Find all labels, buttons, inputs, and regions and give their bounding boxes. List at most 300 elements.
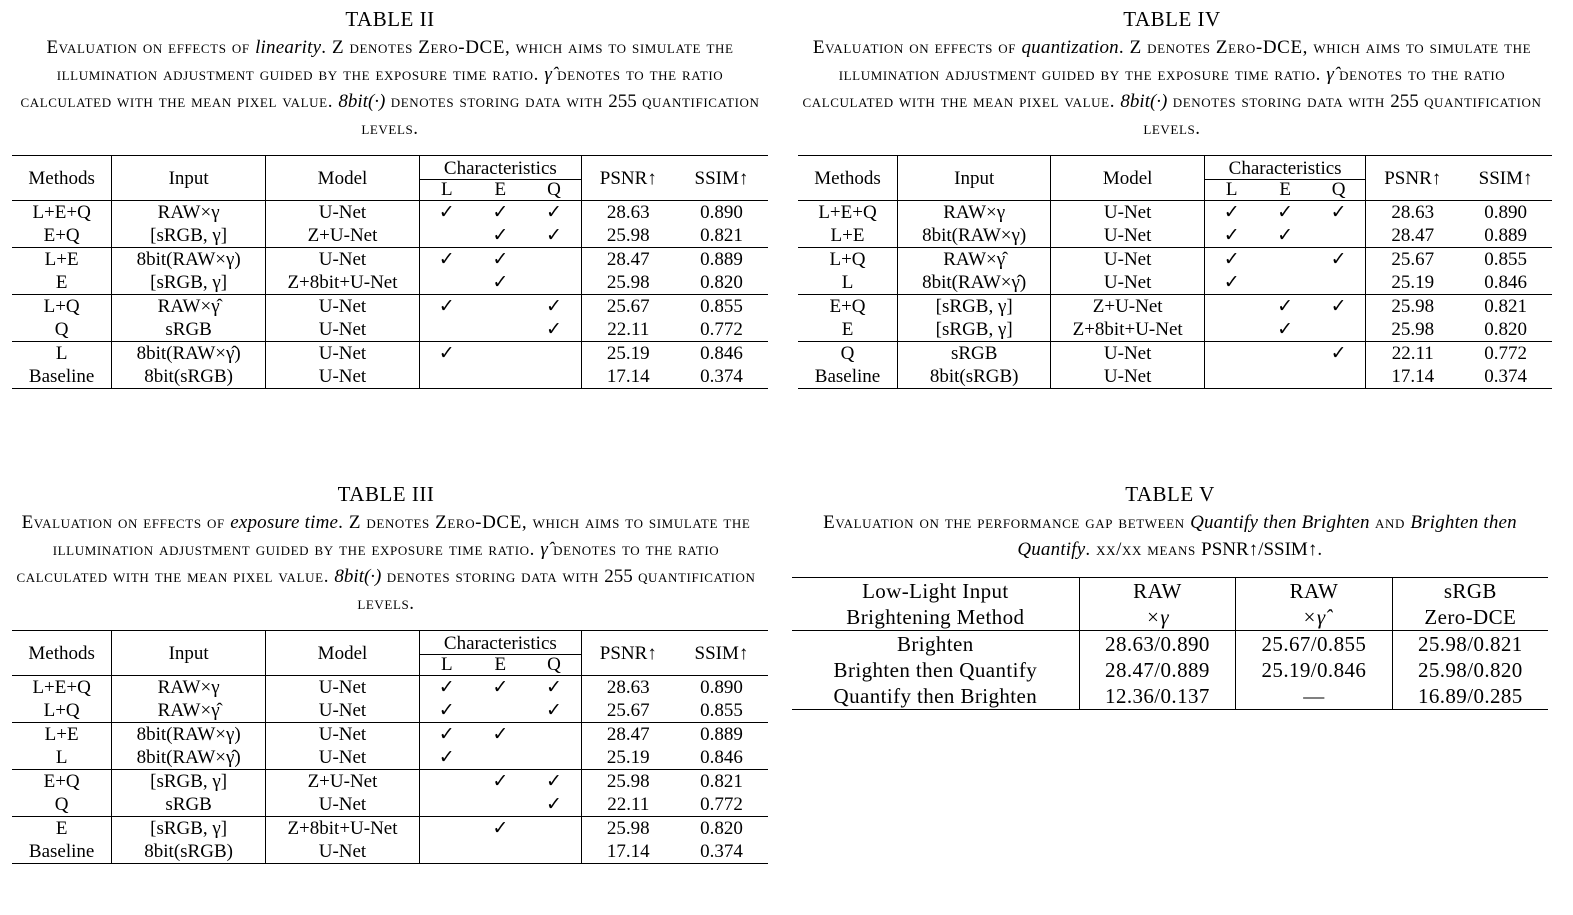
check-icon: ✓ — [1330, 249, 1347, 270]
check-icon: ✓ — [545, 700, 562, 721]
results-table — [798, 155, 1552, 389]
check-q-cell — [527, 295, 581, 319]
check-icon: ✓ — [438, 700, 455, 721]
table-row — [12, 248, 768, 272]
header-q: Q — [1312, 180, 1366, 201]
header-psnr: PSNR↑ — [581, 156, 675, 201]
row-label: Brighten — [792, 631, 1079, 658]
psnr-cell: 25.98 — [1366, 318, 1459, 342]
ssim-cell: 0.846 — [700, 747, 743, 768]
model-cell: U-Net — [266, 840, 420, 864]
input-cell: [sRGB, γ] — [112, 817, 266, 841]
check-e-cell — [474, 248, 528, 272]
psnr-cell: 25.98 — [581, 817, 675, 841]
check-icon: ✓ — [492, 677, 509, 698]
method-cell: L — [841, 272, 854, 293]
check-q-cell — [1312, 248, 1366, 272]
input-cell: 8bit(RAW×γ) — [112, 248, 266, 272]
value-cell: 16.89/0.285 — [1417, 684, 1523, 708]
check-q-cell — [527, 793, 581, 817]
ssim-cell: 0.772 — [1459, 342, 1552, 366]
table-row — [12, 271, 768, 295]
table-row — [12, 224, 768, 248]
input-cell: 8bit(sRGB) — [898, 365, 1051, 389]
value-cell: 28.63/0.890 — [1079, 631, 1235, 658]
check-e-cell — [474, 817, 528, 841]
psnr-cell: 25.67 — [581, 699, 675, 723]
check-icon: ✓ — [1330, 343, 1347, 364]
ssim-cell: 0.889 — [1484, 225, 1527, 246]
check-l-cell — [419, 770, 473, 794]
model-cell: U-Net — [1051, 201, 1205, 225]
header-model: Model — [1051, 156, 1205, 201]
check-icon: ✓ — [545, 794, 562, 815]
table-row — [798, 224, 1552, 248]
method-cell: E+Q — [798, 295, 898, 319]
check-e-cell — [474, 201, 528, 225]
check-icon: ✓ — [545, 771, 562, 792]
method-cell: L+E+Q — [818, 202, 877, 223]
method-cell: E — [841, 319, 854, 340]
input-cell: RAW×γ̂ — [112, 699, 266, 723]
check-l-cell — [419, 342, 473, 366]
check-q-cell — [527, 817, 581, 841]
check-q-cell — [527, 271, 581, 295]
model-cell: U-Net — [266, 793, 420, 817]
table-row — [798, 271, 1552, 295]
table-row — [12, 365, 768, 389]
model-cell: Z+8bit+U-Net — [266, 817, 420, 841]
table-row — [798, 318, 1552, 342]
ssim-cell: 0.890 — [1484, 202, 1527, 223]
header-e: E — [474, 655, 528, 676]
input-cell: 8bit(RAW×γ̂) — [898, 271, 1051, 295]
method-cell: L+Q — [12, 295, 112, 319]
header-cell: Brightening Method — [792, 604, 1079, 631]
check-l-cell — [1204, 365, 1258, 389]
psnr-cell: 17.14 — [1366, 365, 1459, 389]
header-input: Input — [112, 631, 266, 676]
results-table — [12, 155, 768, 389]
check-l-cell — [1204, 224, 1258, 248]
ssim-cell: 0.855 — [675, 295, 768, 319]
check-icon: ✓ — [492, 818, 509, 839]
header-l: L — [1204, 180, 1258, 201]
value-cell: 12.36/0.137 — [1079, 683, 1235, 710]
results-table — [12, 630, 768, 864]
input-cell: [sRGB, γ] — [112, 770, 266, 794]
input-cell: 8bit(RAW×γ̂) — [112, 342, 266, 366]
check-l-cell — [419, 248, 473, 272]
psnr-cell: 25.19 — [581, 746, 675, 770]
method-cell: L+Q — [43, 700, 80, 721]
check-q-cell — [1312, 318, 1366, 342]
check-icon: ✓ — [1223, 225, 1240, 246]
model-cell: U-Net — [266, 248, 420, 272]
check-icon: ✓ — [438, 296, 455, 317]
check-e-cell — [1258, 224, 1311, 248]
table-row — [798, 365, 1552, 389]
check-l-cell — [419, 318, 473, 342]
input-cell: [sRGB, γ] — [898, 318, 1051, 342]
model-cell: Z+8bit+U-Net — [266, 271, 420, 295]
header-input: Input — [112, 156, 266, 201]
ssim-cell: 0.890 — [700, 677, 743, 698]
check-icon: ✓ — [438, 724, 455, 745]
table-row — [12, 770, 768, 794]
psnr-cell: 28.63 — [581, 676, 675, 700]
value-cell: 28.47/0.889 — [1079, 657, 1235, 683]
row-label: Quantify then Brighten — [792, 683, 1079, 710]
header-characteristics: Characteristics — [1204, 156, 1365, 180]
method-cell: E — [55, 272, 68, 293]
check-l-cell — [419, 365, 473, 389]
table-3-block — [4, 482, 768, 864]
psnr-cell: 28.47 — [581, 248, 675, 272]
gap-table — [792, 577, 1548, 710]
table-row — [12, 318, 768, 342]
input-cell: RAW×γ — [898, 201, 1051, 225]
ssim-cell: 0.374 — [1484, 366, 1527, 387]
header-characteristics: Characteristics — [419, 631, 581, 655]
ssim-cell: 0.846 — [1484, 272, 1527, 293]
check-e-cell — [1258, 201, 1311, 225]
header-cell: Low-Light Input — [792, 578, 1079, 605]
check-icon: ✓ — [1223, 202, 1240, 223]
row-label: Brighten then Quantify — [792, 657, 1079, 683]
check-icon: ✓ — [545, 319, 562, 340]
check-icon: ✓ — [1277, 202, 1294, 223]
header-e: E — [474, 180, 528, 201]
ssim-cell: 0.772 — [700, 794, 743, 815]
ssim-cell: 0.821 — [700, 225, 743, 246]
input-cell: 8bit(RAW×γ̂) — [112, 746, 266, 770]
table-row — [12, 295, 768, 319]
check-q-cell — [527, 723, 581, 747]
check-icon: ✓ — [492, 225, 509, 246]
check-icon: ✓ — [1330, 202, 1347, 223]
method-cell: L+Q — [798, 248, 898, 272]
table-row — [12, 817, 768, 841]
method-cell: E+Q — [12, 770, 112, 794]
check-e-cell — [1258, 295, 1311, 319]
method-cell: E+Q — [43, 225, 80, 246]
table-number: TABLE V — [1125, 482, 1215, 506]
check-q-cell — [527, 699, 581, 723]
value-cell: 25.98/0.821 — [1417, 632, 1523, 656]
check-l-cell — [419, 793, 473, 817]
check-icon: ✓ — [1277, 319, 1294, 340]
check-icon: ✓ — [492, 724, 509, 745]
model-cell: Z+U-Net — [266, 770, 420, 794]
check-l-cell — [1204, 248, 1258, 272]
check-e-cell — [474, 723, 528, 747]
header-ssim: SSIM↑ — [1459, 156, 1552, 201]
model-cell: U-Net — [1051, 271, 1205, 295]
check-e-cell — [474, 746, 528, 770]
table-4-block — [792, 7, 1552, 389]
header-model: Model — [266, 631, 420, 676]
model-cell: U-Net — [266, 295, 420, 319]
header-cell: ×γ̂ — [1236, 604, 1392, 631]
method-cell: L+E+Q — [32, 677, 91, 698]
check-q-cell — [527, 770, 581, 794]
method-cell: L — [55, 747, 68, 768]
header-psnr: PSNR↑ — [581, 631, 675, 676]
check-icon: ✓ — [545, 202, 562, 223]
header-characteristics: Characteristics — [419, 156, 581, 180]
check-icon: ✓ — [438, 202, 455, 223]
psnr-cell: 17.14 — [581, 840, 675, 864]
psnr-cell: 25.67 — [1366, 248, 1459, 272]
check-icon: ✓ — [492, 202, 509, 223]
check-icon: ✓ — [1277, 225, 1294, 246]
check-q-cell — [1312, 295, 1366, 319]
check-q-cell — [527, 342, 581, 366]
psnr-cell: 25.98 — [581, 770, 675, 794]
ssim-cell: 0.889 — [675, 723, 768, 747]
ssim-cell: 0.855 — [1459, 248, 1552, 272]
table-row — [12, 342, 768, 366]
table-row — [792, 631, 1548, 658]
check-icon: ✓ — [492, 771, 509, 792]
table-row — [798, 201, 1552, 225]
psnr-cell: 25.19 — [1366, 271, 1459, 295]
method-cell: Q — [798, 342, 898, 366]
input-cell: [sRGB, γ] — [112, 224, 266, 248]
psnr-cell: 22.11 — [581, 318, 675, 342]
value-cell: 25.19/0.846 — [1236, 657, 1392, 683]
input-cell: [sRGB, γ] — [898, 295, 1051, 319]
model-cell: U-Net — [266, 699, 420, 723]
value-cell: 25.98/0.820 — [1417, 658, 1523, 682]
input-cell: [sRGB, γ] — [112, 271, 266, 295]
psnr-cell: 25.98 — [1366, 295, 1459, 319]
ssim-cell: 0.820 — [675, 817, 768, 841]
check-l-cell — [419, 676, 473, 700]
check-l-cell — [1204, 271, 1258, 295]
input-cell: sRGB — [112, 793, 266, 817]
table-row — [798, 248, 1552, 272]
ssim-cell: 0.855 — [700, 700, 743, 721]
check-q-cell — [1312, 271, 1366, 295]
header-q: Q — [527, 180, 581, 201]
header-cell: RAW — [1236, 578, 1392, 605]
psnr-cell: 28.63 — [1366, 201, 1459, 225]
check-e-cell — [474, 365, 528, 389]
header-model: Model — [266, 156, 420, 201]
check-l-cell — [419, 295, 473, 319]
model-cell: U-Net — [1051, 342, 1205, 366]
method-cell: Baseline — [814, 366, 881, 387]
check-icon: ✓ — [1223, 249, 1240, 270]
table-2-block — [12, 7, 768, 389]
table-row — [12, 201, 768, 225]
method-cell: L — [12, 342, 112, 366]
model-cell: U-Net — [266, 746, 420, 770]
input-cell: sRGB — [898, 342, 1051, 366]
check-icon: ✓ — [438, 343, 455, 364]
header-l: L — [419, 655, 473, 676]
input-cell: RAW×γ — [112, 676, 266, 700]
model-cell: U-Net — [266, 342, 420, 366]
check-icon: ✓ — [438, 747, 455, 768]
method-cell: E — [12, 817, 112, 841]
check-l-cell — [419, 840, 473, 864]
table-number: TABLE III — [337, 482, 435, 506]
header-methods: Methods — [798, 156, 898, 201]
psnr-cell: 22.11 — [1366, 342, 1459, 366]
check-q-cell — [527, 248, 581, 272]
check-l-cell — [419, 271, 473, 295]
table-row — [12, 723, 768, 747]
table-number: TABLE II — [345, 7, 435, 31]
table-row — [792, 683, 1548, 710]
check-q-cell — [527, 746, 581, 770]
check-icon: ✓ — [438, 249, 455, 270]
psnr-cell: 28.63 — [581, 201, 675, 225]
table-row — [12, 840, 768, 864]
check-e-cell — [1258, 271, 1311, 295]
model-cell: U-Net — [266, 365, 420, 389]
check-l-cell — [419, 699, 473, 723]
check-l-cell — [1204, 295, 1258, 319]
check-e-cell — [474, 793, 528, 817]
ssim-cell: 0.820 — [700, 272, 743, 293]
header-q: Q — [527, 655, 581, 676]
table-row — [798, 342, 1552, 366]
method-cell: L+E+Q — [32, 202, 91, 223]
input-cell: 8bit(RAW×γ) — [112, 723, 266, 747]
check-e-cell — [474, 295, 528, 319]
input-cell: RAW×γ̂ — [112, 295, 266, 319]
method-cell: Baseline — [28, 366, 95, 387]
check-q-cell — [527, 840, 581, 864]
table-row — [12, 793, 768, 817]
check-q-cell — [1312, 201, 1366, 225]
model-cell: U-Net — [266, 723, 420, 747]
model-cell: U-Net — [266, 318, 420, 342]
check-icon: ✓ — [545, 225, 562, 246]
model-cell: U-Net — [266, 201, 420, 225]
check-e-cell — [474, 770, 528, 794]
input-cell: 8bit(sRGB) — [112, 840, 266, 864]
psnr-cell: 25.98 — [581, 224, 675, 248]
check-l-cell — [419, 201, 473, 225]
table-row — [798, 295, 1552, 319]
check-e-cell — [1258, 342, 1311, 366]
method-cell: Q — [54, 794, 69, 815]
check-icon: ✓ — [1330, 296, 1347, 317]
check-q-cell — [527, 365, 581, 389]
header-cell: Zero-DCE — [1424, 605, 1517, 629]
check-e-cell — [474, 676, 528, 700]
table-row — [792, 657, 1548, 683]
check-q-cell — [1312, 224, 1366, 248]
ssim-cell: 0.820 — [1484, 319, 1527, 340]
ssim-cell: 0.772 — [700, 319, 743, 340]
header-cell: RAW — [1079, 578, 1235, 605]
header-cell: ×γ — [1079, 604, 1235, 631]
table-row — [12, 676, 768, 700]
check-l-cell — [419, 723, 473, 747]
check-l-cell — [419, 817, 473, 841]
check-e-cell — [474, 699, 528, 723]
model-cell: U-Net — [1051, 365, 1205, 389]
psnr-cell: 25.98 — [581, 271, 675, 295]
table-caption: Evaluation on the performance gap between Quantify then Brighten and Brighten then Quantify. xx/xx means PSNR↑/SSIM↑. — [823, 512, 1517, 560]
model-cell: Z+U-Net — [266, 224, 420, 248]
ssim-cell: 0.821 — [675, 770, 768, 794]
check-icon: ✓ — [545, 296, 562, 317]
method-cell: L+E — [12, 248, 112, 272]
model-cell: Z+U-Net — [1051, 295, 1205, 319]
check-icon: ✓ — [492, 272, 509, 293]
header-cell: sRGB — [1443, 579, 1497, 603]
header-ssim: SSIM↑ — [675, 156, 768, 201]
check-e-cell — [1258, 365, 1311, 389]
check-q-cell — [527, 676, 581, 700]
model-cell: U-Net — [1051, 248, 1205, 272]
psnr-cell: 28.47 — [1366, 224, 1459, 248]
check-e-cell — [474, 342, 528, 366]
ssim-cell: 0.821 — [1459, 295, 1552, 319]
header-ssim: SSIM↑ — [675, 631, 768, 676]
ssim-cell: 0.890 — [700, 202, 743, 223]
header-methods: Methods — [12, 156, 112, 201]
method-cell: L+E — [12, 723, 112, 747]
model-cell: U-Net — [266, 676, 420, 700]
check-e-cell — [474, 840, 528, 864]
check-q-cell — [1312, 365, 1366, 389]
check-icon: ✓ — [1277, 296, 1294, 317]
check-l-cell — [1204, 318, 1258, 342]
method-cell: L+E — [830, 225, 865, 246]
psnr-cell: 22.11 — [581, 793, 675, 817]
input-cell: 8bit(RAW×γ) — [898, 224, 1051, 248]
check-l-cell — [419, 224, 473, 248]
check-icon: ✓ — [545, 677, 562, 698]
model-cell: Z+8bit+U-Net — [1051, 318, 1205, 342]
check-e-cell — [1258, 318, 1311, 342]
value-cell: 25.67/0.855 — [1236, 631, 1392, 658]
psnr-cell: 17.14 — [581, 365, 675, 389]
input-cell: sRGB — [112, 318, 266, 342]
input-cell: RAW×γ — [112, 201, 266, 225]
header-psnr: PSNR↑ — [1366, 156, 1459, 201]
check-q-cell — [527, 224, 581, 248]
method-cell: Q — [54, 319, 69, 340]
ssim-cell: 0.889 — [675, 248, 768, 272]
psnr-cell: 25.19 — [581, 342, 675, 366]
ssim-cell: 0.846 — [675, 342, 768, 366]
check-q-cell — [1312, 342, 1366, 366]
ssim-cell: 0.374 — [700, 841, 743, 862]
table-caption: Evaluation on effects of quantization. Z denotes Zero-DCE, which aims to simulate the illumination adjustment guided by the exposure time ratio. γ̂ denotes to the ratio calculated with the mean pixel value. 8bit(·) denotes storing data with 255 quantification levels. — [802, 37, 1542, 139]
table-number: TABLE IV — [1123, 7, 1221, 31]
table-caption: Evaluation on effects of exposure time. Z denotes Zero-DCE, which aims to simulate the illumination adjustment guided by the exposure time ratio. γ̂ denotes to the ratio calculated with the mean pixel value. 8bit(·) denotes storing data with 255 quantification levels. — [16, 512, 756, 614]
check-l-cell — [419, 746, 473, 770]
check-l-cell — [1204, 201, 1258, 225]
value-cell: — — [1236, 683, 1392, 710]
table-row — [12, 699, 768, 723]
check-icon: ✓ — [492, 249, 509, 270]
check-e-cell — [474, 271, 528, 295]
check-icon: ✓ — [1223, 272, 1240, 293]
header-methods: Methods — [12, 631, 112, 676]
psnr-cell: 28.47 — [581, 723, 675, 747]
header-input: Input — [898, 156, 1051, 201]
